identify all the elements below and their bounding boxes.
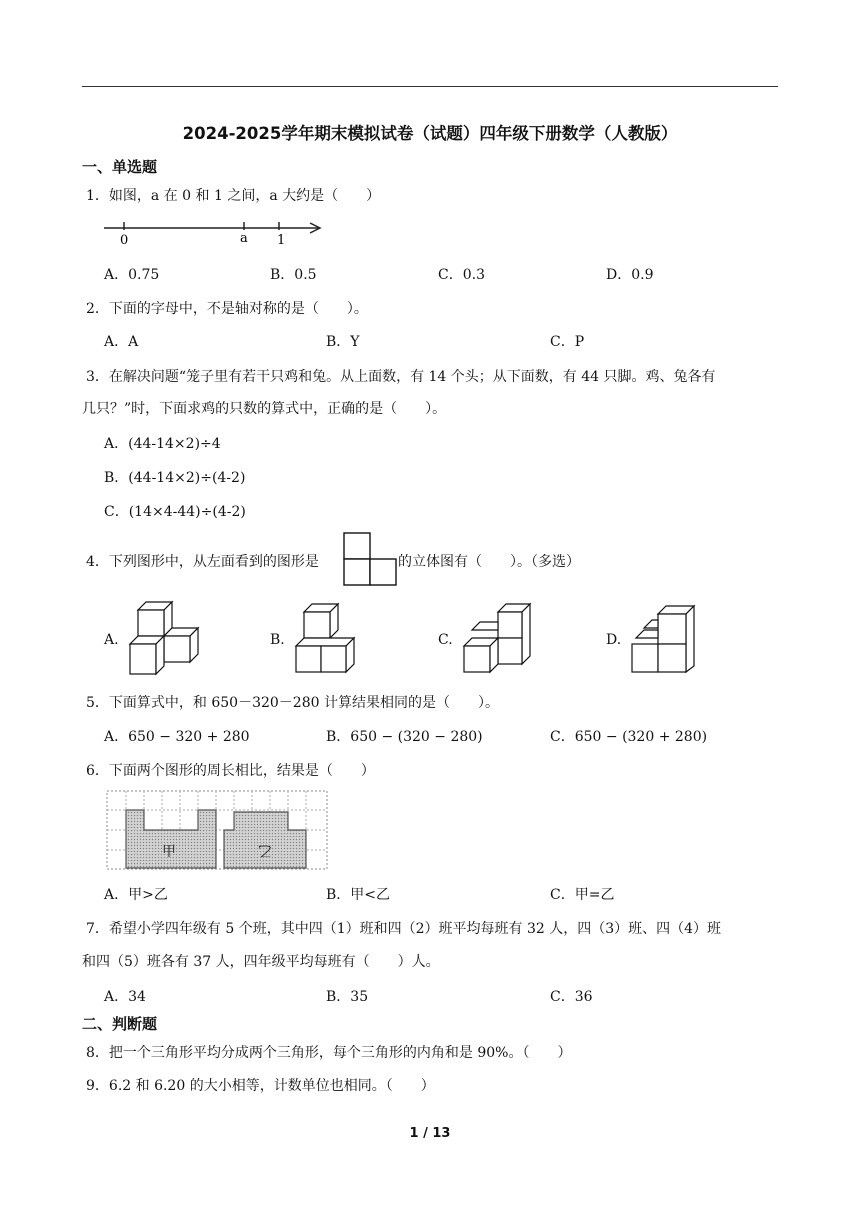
q5-option-c[interactable]: C．650 − (320 + 280) — [550, 729, 708, 745]
q4-solid-b — [292, 604, 358, 674]
number-line-figure — [104, 218, 326, 248]
section-heading-single-choice: 一、单选题 — [82, 158, 158, 176]
q1-option-b[interactable]: B．0.5 — [270, 267, 317, 283]
q4-solid-a — [126, 600, 202, 678]
question-3-stem-line2: 几只？”时，下面求鸡的只数的算式中，正确的是（ ）。 — [82, 401, 447, 417]
question-1-stem: 1．如图，a 在 0 和 1 之间，a 大约是（ ） — [86, 188, 381, 204]
page-number: 1 / 13 — [409, 1126, 451, 1141]
q1-option-d[interactable]: D．0.9 — [606, 267, 654, 283]
page-title: 2024-2025学年期末模拟试卷（试题）四年级下册数学（人教版） — [182, 124, 678, 143]
q7-option-a[interactable]: A．34 — [104, 989, 146, 1005]
question-6-stem: 6．下面两个图形的周长相比，结果是（ ） — [86, 763, 375, 779]
q1-option-a[interactable]: A．0.75 — [104, 267, 160, 283]
q6-option-c[interactable]: C．甲=乙 — [550, 887, 615, 903]
q4-option-d[interactable]: D. — [606, 632, 622, 648]
q4-solid-d — [630, 604, 700, 674]
q3-option-b[interactable]: B．(44-14×2)÷(4-2) — [104, 470, 246, 486]
header-rule — [82, 86, 778, 87]
question-3-stem-line1: 3．在解决问题“笼子里有若干只鸡和兔。从上面数，有 14 个头；从下面数，有 44 只脚。鸡、兔各有 — [86, 369, 716, 385]
q2-option-a[interactable]: A．A — [104, 334, 139, 350]
q3-option-a[interactable]: A．(44-14×2)÷4 — [104, 436, 221, 452]
q4-option-c[interactable]: C. — [438, 632, 453, 648]
question-8-stem: 8．把一个三角形平均分成两个三角形，每个三角形的内角和是 90%。（ ） — [86, 1045, 572, 1061]
q7-option-c[interactable]: C．36 — [550, 989, 593, 1005]
question-9-stem: 9．6.2 和 6.20 的大小相等，计数单位也相同。（ ） — [86, 1078, 435, 1094]
q4-solid-c — [462, 604, 534, 674]
question-4-stem-before: 4．下列图形中，从左面看到的图形是 — [86, 554, 319, 570]
numberline-label-1: 1 — [277, 233, 286, 248]
question-7-stem-line2: 和四（5）班各有 37 人，四年级平均每班有（ ）人。 — [82, 954, 440, 970]
question-2-stem: 2．下面的字母中，不是轴对称的是（ ）。 — [86, 301, 368, 317]
q4-option-b[interactable]: B. — [270, 632, 285, 648]
question-4-stem-after: 的立体图有（ ）。（多选） — [398, 554, 580, 570]
q2-option-c[interactable]: C．P — [550, 334, 585, 350]
q5-option-a[interactable]: A．650 − 320 + 280 — [104, 729, 250, 745]
q6-option-b[interactable]: B．甲<乙 — [326, 887, 391, 903]
q5-option-b[interactable]: B．650 − (320 − 280) — [326, 729, 483, 745]
question-7-stem-line1: 7．希望小学四年级有 5 个班，其中四（1）班和四（2）班平均每班有 32 人，四（3）班、四（4）班 — [86, 921, 722, 937]
q4-option-a[interactable]: A. — [104, 632, 119, 648]
numberline-label-0: 0 — [120, 233, 129, 248]
q6-option-a[interactable]: A．甲>乙 — [104, 887, 168, 903]
q3-option-c[interactable]: C．(14×4-44)÷(4-2) — [104, 504, 246, 520]
q2-option-b[interactable]: B．Y — [326, 334, 360, 350]
question-5-stem: 5．下面算式中，和 650－320－280 计算结果相同的是（ ）。 — [86, 695, 499, 711]
q1-option-c[interactable]: C．0.3 — [438, 267, 485, 283]
figure-label-yi: 乙 — [258, 842, 272, 858]
perimeter-grid-figure — [106, 790, 330, 872]
figure-label-jia: 甲 — [162, 844, 176, 860]
left-view-shape-figure — [343, 532, 397, 586]
section-heading-true-false: 二、判断题 — [82, 1015, 158, 1033]
numberline-label-a: a — [240, 231, 248, 246]
q7-option-b[interactable]: B．35 — [326, 989, 369, 1005]
